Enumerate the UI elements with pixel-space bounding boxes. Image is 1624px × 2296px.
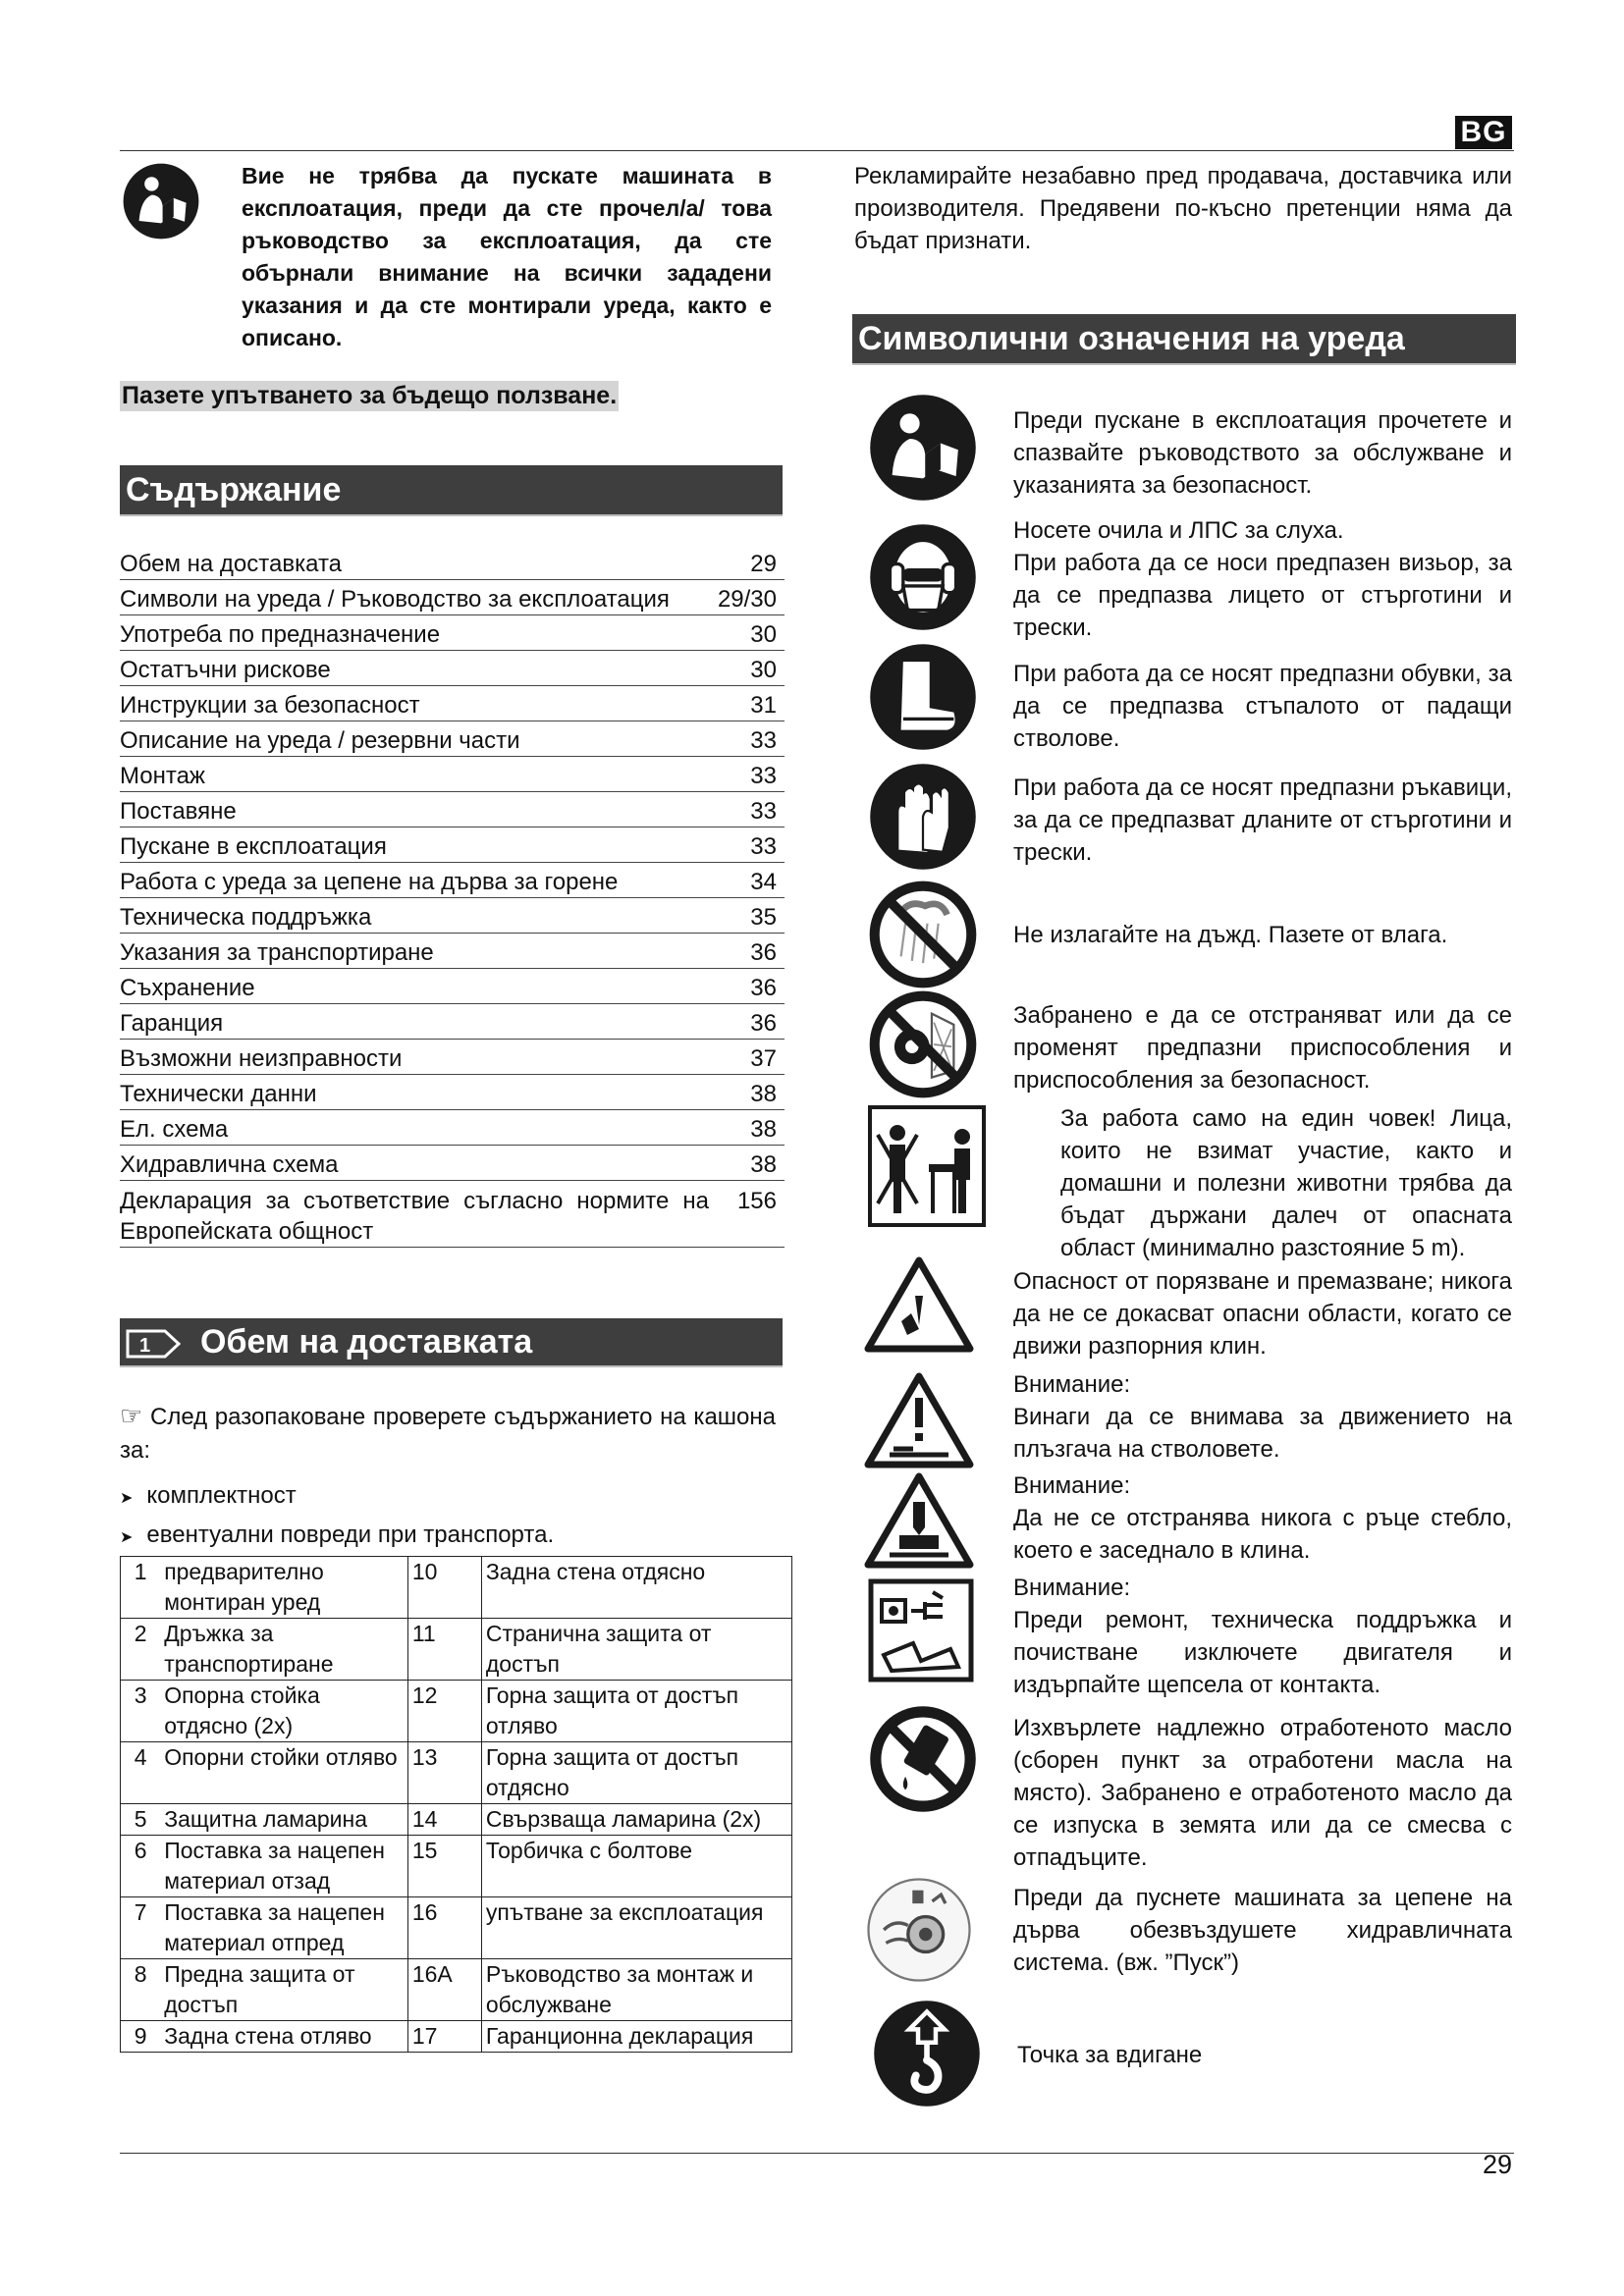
footer-divider bbox=[120, 2153, 1514, 2154]
toc-page: 38 bbox=[750, 1081, 777, 1107]
delivery-heading bbox=[120, 1318, 783, 1367]
toc-row bbox=[120, 934, 785, 969]
table-cell: Задна стена отляво bbox=[160, 2021, 407, 2053]
safety-gloves-icon bbox=[868, 762, 978, 872]
toc-page: 29 bbox=[750, 551, 777, 577]
no-guard-removal-icon bbox=[868, 989, 978, 1099]
symbol-text bbox=[1013, 1368, 1512, 1466]
symbol-text bbox=[1013, 1469, 1512, 1567]
table-cell: 5 bbox=[121, 1804, 161, 1836]
symbol-text: При работа да се носят предпазни ръкавици, за да се предпазват дланите от стърготини и трески. bbox=[1013, 774, 1512, 866]
table-cell: Защитна ламарина bbox=[160, 1804, 407, 1836]
table-cell: 12 bbox=[407, 1681, 481, 1742]
toc-row bbox=[120, 651, 785, 686]
toc-page: 31 bbox=[750, 692, 777, 719]
toc-row bbox=[120, 898, 785, 934]
toc-heading: Съдържание bbox=[120, 465, 783, 516]
symbol-text-line: Носете очила и ЛПС за слуха. bbox=[1013, 517, 1344, 544]
table-cell: 10 bbox=[407, 1557, 481, 1619]
delivery-intro-text: След разопаковане проверете съдържанието на кашона за: bbox=[120, 1404, 777, 1464]
lifting-point-icon bbox=[872, 1999, 982, 2109]
table-cell: Горна защита от достъп отдясно bbox=[481, 1742, 791, 1804]
toc-page: 34 bbox=[750, 869, 777, 895]
toc-label: Инструкции за безопасност bbox=[120, 692, 420, 719]
toc-row bbox=[120, 545, 785, 580]
table-cell: Опорни стойки отляво bbox=[160, 1742, 407, 1804]
toc-label: Гаранция bbox=[120, 1010, 224, 1037]
hydraulic-vent-icon bbox=[864, 1875, 974, 1985]
symbol-text-line: Преди ремонт, техническа поддръжка и почистване изключете двигателя и издърпайте щепсела от контакта. bbox=[1013, 1607, 1512, 1698]
table-cell: 7 bbox=[121, 1897, 161, 1959]
symbol-text: Точка за вдигане bbox=[1017, 2042, 1203, 2068]
toc-page: 35 bbox=[750, 904, 777, 931]
one-person-operation-icon bbox=[868, 1105, 986, 1227]
toc-label: Ел. схема bbox=[120, 1116, 229, 1143]
table-cell: 11 bbox=[407, 1619, 481, 1681]
table-cell: Ръководство за монтаж и обслужване bbox=[481, 1959, 791, 2021]
toc-page: 33 bbox=[750, 763, 777, 789]
table-cell: Свързваща ламарина (2x) bbox=[481, 1804, 791, 1836]
toc-label: Указания за транспортиране bbox=[120, 939, 434, 966]
symbol-text: Опасност от порязване и премазване; никога да не се докасват опасни области, когато се движи разпорния клин. bbox=[1013, 1268, 1512, 1360]
table-of-contents bbox=[120, 545, 785, 1248]
symbol-text: Преди пускане в експлоатация прочетете и спазвайте ръководството за обслужване и указанията за безопасност. bbox=[1013, 407, 1512, 499]
table-cell: 4 bbox=[121, 1742, 161, 1804]
delivery-checklist bbox=[120, 1477, 554, 1556]
complaint-notice: Рекламирайте незабавно пред продавача, доставчика или производителя. Предявени по-късно претенции няма да бъдат признати. bbox=[854, 163, 1512, 254]
table-row bbox=[121, 1804, 792, 1836]
table-cell: Дръжка за транспортиране bbox=[160, 1619, 407, 1681]
symbol-text: Изхвърлете надлежно отработеното масло (сборен пункт за отработени масла на място). Забранено е отработеното масло да се изпуска в земята или да се смесва с отпадъците. bbox=[1013, 1715, 1512, 1871]
table-row bbox=[121, 1959, 792, 2021]
toc-label: Техническа поддръжка bbox=[120, 904, 372, 931]
table-cell: 9 bbox=[121, 2021, 161, 2053]
table-cell: предварително монтиран уред bbox=[160, 1557, 407, 1619]
symbols-heading: Символични означения на уреда bbox=[852, 314, 1516, 365]
toc-row bbox=[120, 792, 785, 828]
toc-label: Употреба по предназначение bbox=[120, 621, 441, 648]
table-cell: Задна стена отдясно bbox=[481, 1557, 791, 1619]
symbol-text: Забранено е да се отстраняват или да се променят предпазни приспособления и приспособления за безопасност. bbox=[1013, 1002, 1512, 1094]
toc-label: Символи на уреда / Ръководство за експлоатация bbox=[120, 586, 670, 613]
toc-row bbox=[120, 721, 785, 757]
symbol-text: При работа да се носят предпазни обувки, за да се предпазва стъпалото от падащи стволове. bbox=[1013, 661, 1512, 752]
toc-page: 38 bbox=[750, 1151, 777, 1178]
toc-label: Обем на доставката bbox=[120, 551, 343, 577]
symbol-caution-label: Внимание: bbox=[1013, 1472, 1131, 1499]
toc-row bbox=[120, 1004, 785, 1040]
checklist-item: ➤ комплектност bbox=[120, 1477, 554, 1517]
table-row bbox=[121, 1742, 792, 1804]
table-row bbox=[121, 1836, 792, 1897]
symbol-text-line: Винаги да се внимава за движението на плъзгача на стволовете. bbox=[1013, 1404, 1512, 1463]
toc-label: Възможни неизправности bbox=[120, 1045, 403, 1072]
table-cell: 17 bbox=[407, 2021, 481, 2053]
symbol-text-line: Да не се отстранява никога с ръце стебло, което е заседнало в клина. bbox=[1013, 1505, 1512, 1564]
toc-label: Хидравлична схема bbox=[120, 1151, 339, 1178]
table-row bbox=[121, 1681, 792, 1742]
warning-text: Вие не трябва да пускате машината в експлоатация, преди да сте прочел/а/ това ръководство за експлоатация, да сте обърнали внимание на всички зададени указания и да сте монтирали уреда, както е описано. bbox=[242, 163, 772, 350]
table-cell: 14 bbox=[407, 1804, 481, 1836]
toc-label: Поставяне bbox=[120, 798, 237, 825]
toc-label: Описание на уреда / резервни части bbox=[120, 727, 520, 754]
table-cell: 3 bbox=[121, 1681, 161, 1742]
table-cell: 16А bbox=[407, 1959, 481, 2021]
table-row bbox=[121, 2021, 792, 2053]
toc-page: 36 bbox=[750, 975, 777, 1001]
delivery-intro bbox=[120, 1399, 776, 1468]
toc-row bbox=[120, 615, 785, 651]
symbol-caution-label: Внимание: bbox=[1013, 1575, 1131, 1601]
toc-page: 30 bbox=[750, 621, 777, 648]
table-cell: 8 bbox=[121, 1959, 161, 2021]
table-cell: Торбичка с болтове bbox=[481, 1836, 791, 1897]
toc-page: 37 bbox=[750, 1045, 777, 1072]
table-cell: 2 bbox=[121, 1619, 161, 1681]
delivery-title: Обем на доставката bbox=[200, 1323, 533, 1361]
cutting-crushing-warning-icon bbox=[864, 1256, 974, 1353]
table-cell: Гаранционна декларация bbox=[481, 2021, 791, 2053]
step-number-icon bbox=[126, 1329, 183, 1359]
no-oil-disposal-icon bbox=[868, 1704, 978, 1814]
symbol-text: Не излагайте на дъжд. Пазете от влага. bbox=[1013, 922, 1448, 948]
toc-label: Работа с уреда за цепене на дърва за горене bbox=[120, 869, 619, 895]
table-cell: Опорна стойка отдясно (2x) bbox=[160, 1681, 407, 1742]
toc-page: 38 bbox=[750, 1116, 777, 1143]
symbol-text: Преди да пуснете машината за цепене на дърва обезвъздушете хидравличната система. (вж. ”Пуск”) bbox=[1013, 1885, 1512, 1976]
toc-page: 33 bbox=[750, 727, 777, 754]
toc-row bbox=[120, 828, 785, 863]
table-cell: Горна защита от достъп отляво bbox=[481, 1681, 791, 1742]
toc-row bbox=[120, 969, 785, 1004]
language-badge: BG bbox=[1455, 116, 1512, 149]
parts-table bbox=[120, 1556, 792, 2053]
toc-row bbox=[120, 580, 785, 615]
toc-label: Технически данни bbox=[120, 1081, 317, 1107]
table-row bbox=[121, 1557, 792, 1619]
svg-text:1: 1 bbox=[139, 1335, 151, 1358]
stuck-log-warning-icon bbox=[864, 1472, 974, 1569]
toc-label: Монтаж bbox=[120, 763, 205, 789]
toc-label: Пускане в експлоатация bbox=[120, 833, 387, 860]
table-cell: 1 bbox=[121, 1557, 161, 1619]
toc-page: 33 bbox=[750, 833, 777, 860]
header-divider bbox=[120, 150, 1514, 151]
table-cell: 16 bbox=[407, 1897, 481, 1959]
table-row bbox=[121, 1619, 792, 1681]
toc-page: 156 bbox=[736, 1188, 777, 1214]
toc-page: 36 bbox=[750, 1010, 777, 1037]
toc-row bbox=[120, 1040, 785, 1075]
toc-row bbox=[120, 1110, 785, 1146]
table-cell: 13 bbox=[407, 1742, 481, 1804]
keep-manual-note: Пазете упътването за бъдещо ползване. bbox=[122, 382, 618, 409]
table-cell: Странична защита от достъп bbox=[481, 1619, 791, 1681]
table-cell: Предна защита от достъп bbox=[160, 1959, 407, 2021]
table-cell: упътване за експлоатация bbox=[481, 1897, 791, 1959]
symbol-text: За работа само на един човек! Лица, които не взимат участие, както и домашни и полезни животни трябва да бъдат държани далеч от опасната област (минимално разстояние 5 m). bbox=[1060, 1105, 1512, 1261]
unplug-before-service-icon bbox=[868, 1578, 974, 1682]
toc-row bbox=[120, 1075, 785, 1110]
table-cell: 15 bbox=[407, 1836, 481, 1897]
table-cell: Поставка за нацепен материал отпред bbox=[160, 1897, 407, 1959]
no-rain-icon bbox=[868, 880, 978, 989]
read-manual-icon bbox=[122, 162, 200, 240]
toc-page: 33 bbox=[750, 798, 777, 825]
goggles-ear-protection-icon bbox=[868, 522, 978, 632]
page-number: 29 bbox=[1482, 2150, 1512, 2179]
toc-row bbox=[120, 757, 785, 792]
toc-row bbox=[120, 863, 785, 898]
toc-label: Остатъчни рискове bbox=[120, 657, 331, 683]
table-row bbox=[121, 1897, 792, 1959]
toc-label: Декларация за съответствие съгласно нормите на Европейската общност bbox=[120, 1188, 709, 1245]
toc-row bbox=[120, 1181, 785, 1248]
toc-page: 29/30 bbox=[717, 586, 777, 613]
pointing-hand-icon: ☞ bbox=[120, 1401, 143, 1430]
toc-label: Съхранение bbox=[120, 975, 255, 1001]
symbol-text-line: При работа да се носи предпазен визьор, за да се предпазва лицето от стърготини и трески. bbox=[1013, 550, 1512, 641]
toc-row bbox=[120, 1146, 785, 1181]
table-cell: 6 bbox=[121, 1836, 161, 1897]
toc-row bbox=[120, 686, 785, 721]
symbol-text bbox=[1013, 514, 1512, 644]
symbol-caution-label: Внимание: bbox=[1013, 1371, 1131, 1398]
toc-page: 36 bbox=[750, 939, 777, 966]
checklist-item: ➤ евентуални повреди при транспорта. bbox=[120, 1517, 554, 1556]
toc-page: 30 bbox=[750, 657, 777, 683]
table-cell: Поставка за нацепен материал отзад bbox=[160, 1836, 407, 1897]
read-manual-icon bbox=[868, 393, 978, 503]
symbol-text bbox=[1013, 1572, 1512, 1701]
pusher-warning-icon bbox=[864, 1372, 974, 1468]
safety-boots-icon bbox=[868, 642, 978, 752]
